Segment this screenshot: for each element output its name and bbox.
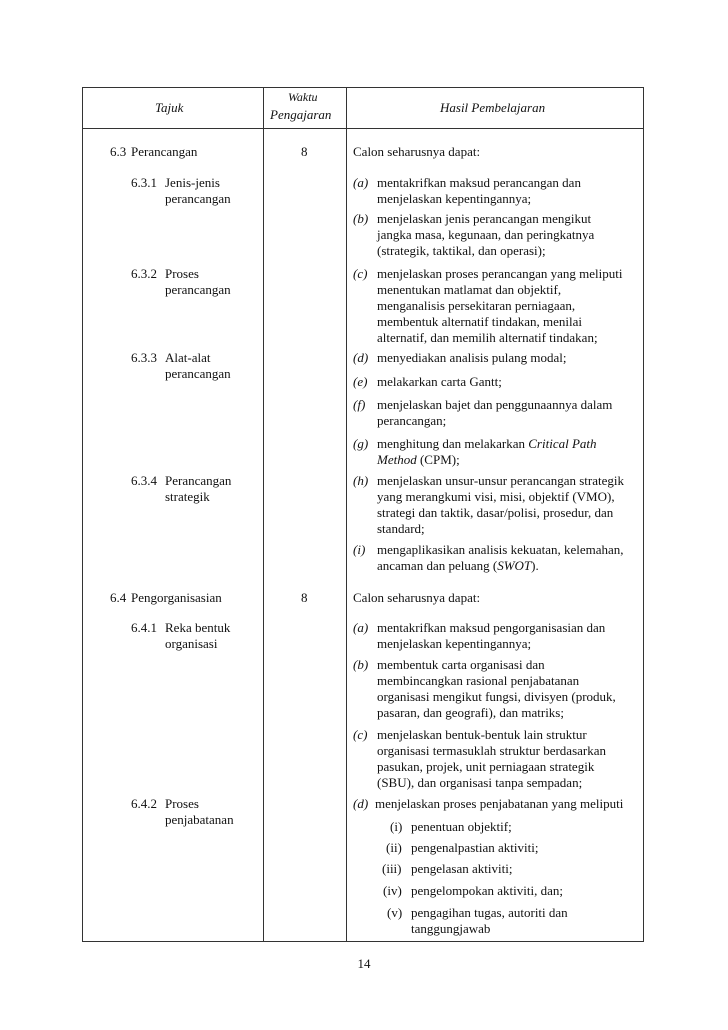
outcome-text: menganalisis persekitaran perniagaan, [377,298,576,313]
outcome-label: (e) [353,374,368,389]
outcome-text: (strategik, taktikal, dan operasi); [377,243,546,258]
outcome-text: menyediakan analisis pulang modal; [377,350,567,365]
outcome-text: menjelaskan unsur-unsur perancangan strategik [377,473,625,488]
subtopic-title: organisasi [165,636,218,651]
subtopic-number: 6.4.1 [131,620,157,635]
column-divider [263,87,264,942]
outcome-text: pasaran, dan geografi), dan matriks; [377,705,564,720]
outcome-text: membentuk carta organisasi dan [377,657,545,672]
outcome-text: perancangan; [377,413,447,428]
section-title: Perancangan [131,144,198,159]
outcome-text: standard; [377,521,425,536]
outcome-text: yang merangkumi visi, misi, objektif (VMO), [377,489,615,504]
outcome-label: (a) [353,175,369,190]
subtopic-title: perancangan [165,191,231,206]
outcome-label: (h) [353,473,369,488]
outcome-text: organisasi mengikut fungsi, divisyen (produk, [377,689,616,704]
outcome-text: pasukan, projek, unit perniagaan strategik [377,759,595,774]
section-hours: 8 [301,144,308,159]
outcome-text: menjelaskan kepentingannya; [377,191,532,206]
outcome-label: (a) [353,620,369,635]
outcome-text: menghitung dan melakarkan Critical Path [377,436,597,451]
page-number: 14 [357,956,371,971]
outcome-text: menjelaskan bajet dan penggunaannya dalam [377,397,613,412]
subtopic-title: strategik [165,489,210,504]
step-text: tanggungjawab [411,921,491,936]
outcome-text: menjelaskan kepentingannya; [377,636,532,651]
step-label: (ii) [386,840,402,855]
subtopic-number: 6.4.2 [131,796,157,811]
outcome-text: organisasi termasuklah struktur berdasarkan [377,743,606,758]
outcome-text: menentukan matlamat dan objektif, [377,282,562,297]
outcome-text: menjelaskan jenis perancangan mengikut [377,211,592,226]
step-text: pengelompokan aktiviti, dan; [411,883,563,898]
outcome-label: (c) [353,266,368,281]
outcome-text: ancaman dan peluang (SWOT). [377,558,539,573]
outcome-label: (b) [353,657,369,672]
outcome-text: membentuk alternatif tindakan, menilai [377,314,583,329]
step-text: pengagihan tugas, autoriti dan [411,905,568,920]
subtopic-title: Reka bentuk [165,620,231,635]
header-hasil-pembelajaran: Hasil Pembelajaran [440,100,546,115]
header-divider [82,128,644,129]
outcome-text: mentakrifkan maksud perancangan dan [377,175,581,190]
subtopic-title: Perancangan [165,473,232,488]
step-label: (iv) [383,883,402,898]
column-divider [346,87,347,942]
subtopic-title: penjabatanan [165,812,234,827]
step-text: penentuan objektif; [411,819,512,834]
step-label: (v) [387,905,403,920]
subtopic-title: Alat-alat [165,350,211,365]
section-title: Pengorganisasian [131,590,222,605]
step-text: pengenalpastian aktiviti; [411,840,539,855]
subtopic-title: perancangan [165,366,231,381]
section-number: 6.3 [110,144,127,159]
section-intro: Calon seharusnya dapat: [353,590,481,605]
subtopic-number: 6.3.1 [131,175,157,190]
outcome-text: menjelaskan proses penjabatanan yang meliputi [375,796,624,811]
outcome-text: strategi dan taktik, dasar/polisi, prosedur, dan [377,505,614,520]
section-number: 6.4 [110,590,127,605]
outcome-label: (d) [353,796,369,811]
step-text: pengelasan aktiviti; [411,861,513,876]
subtopic-number: 6.3.4 [131,473,157,488]
outcome-text: mengaplikasikan analisis kekuatan, kelemahan, [377,542,624,557]
outcome-label: (b) [353,211,369,226]
outcome-text: menjelaskan proses perancangan yang meliputi [377,266,623,281]
section-intro: Calon seharusnya dapat: [353,144,481,159]
outcome-label: (f) [353,397,366,412]
outcome-text: alternatif, dan memilih alternatif tindakan; [377,330,598,345]
outcome-text: Method (CPM); [377,452,460,467]
header-waktu: Waktu [288,90,318,104]
subtopic-number: 6.3.3 [131,350,157,365]
outcome-label: (i) [353,542,366,557]
subtopic-title: perancangan [165,282,231,297]
step-label: (i) [390,819,403,834]
subtopic-title: Proses [165,796,199,811]
section-hours: 8 [301,590,308,605]
outcome-text: (SBU), dan organisasi tanpa sempadan; [377,775,583,790]
subtopic-title: Proses [165,266,199,281]
outcome-text: mentakrifkan maksud pengorganisasian dan [377,620,606,635]
outcome-text: membincangkan rasional penjabatanan [377,673,580,688]
step-label: (iii) [382,861,402,876]
subtopic-title: Jenis-jenis [165,175,220,190]
outcome-label: (d) [353,350,369,365]
subtopic-number: 6.3.2 [131,266,157,281]
header-tajuk: Tajuk [155,100,184,115]
outcome-text: jangka masa, kegunaan, dan peringkatnya [377,227,595,242]
outcome-text: menjelaskan bentuk-bentuk lain struktur [377,727,587,742]
outcome-label: (c) [353,727,368,742]
outcome-text: melakarkan carta Gantt; [377,374,502,389]
outcome-label: (g) [353,436,369,451]
header-pengajaran: Pengajaran [270,107,332,122]
